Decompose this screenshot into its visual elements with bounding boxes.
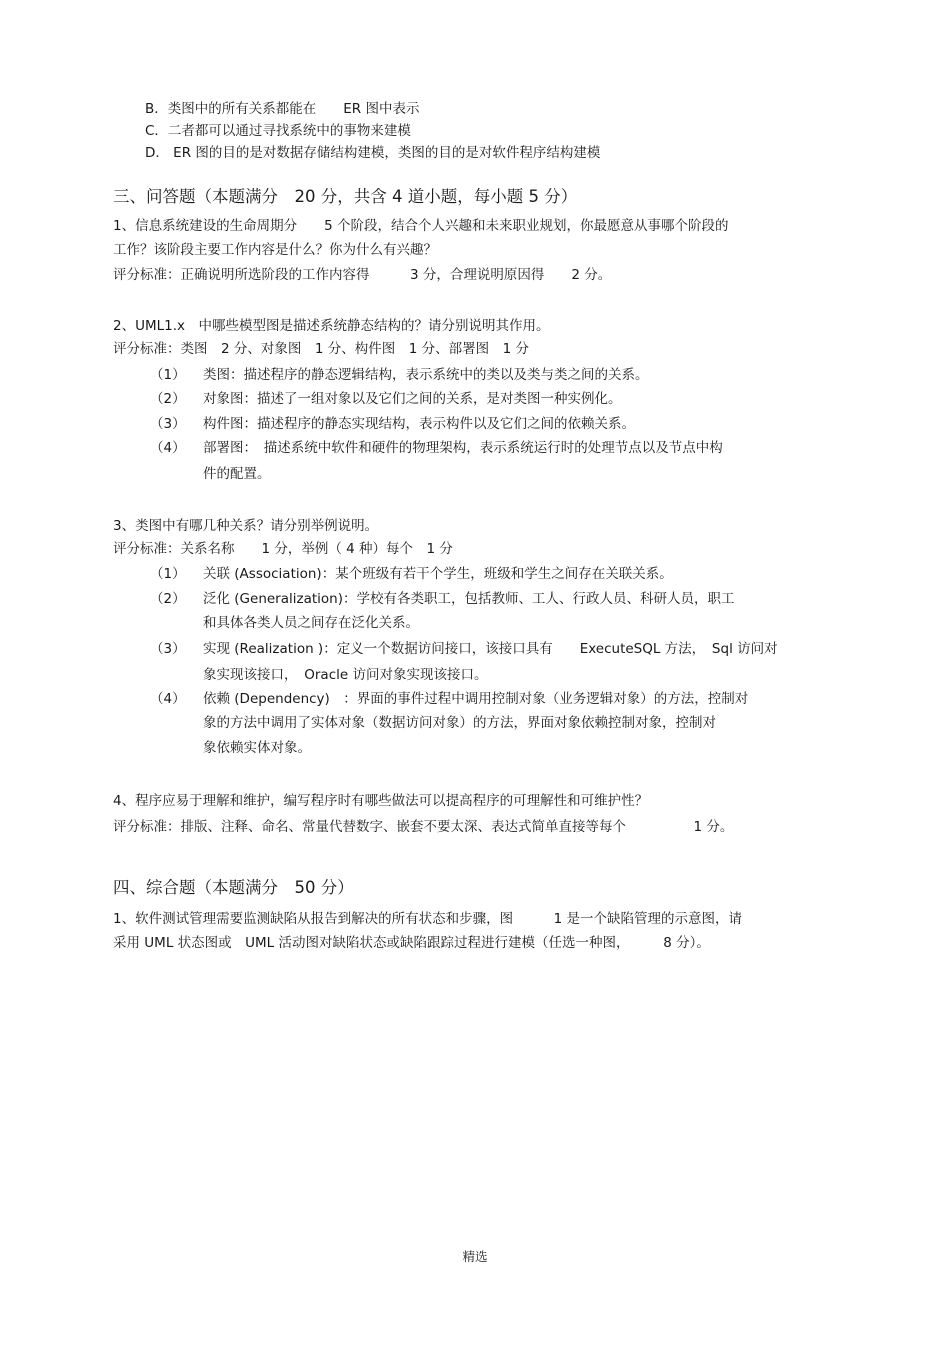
q2-item2-num: （2） — [150, 391, 186, 407]
q4-criteria: 评分标准：排版、注释、命名、常量代替数字、嵌套不要太深、表达式简单直接等每个 1 分。 — [113, 819, 734, 835]
q2-item3-text: 构件图：描述程序的静态实现结构，表示构件以及它们之间的依赖关系。 — [203, 416, 635, 432]
q3-title: 3、类图中有哪几种关系？请分别举例说明。 — [113, 518, 379, 534]
section3-heading: 三、问答题（本题满分 20 分，共含 4 道小题，每小题 5 分） — [113, 187, 578, 206]
q2-item2-text: 对象图：描述了一组对象以及它们之间的关系，是对类图一种实例化。 — [203, 391, 622, 407]
option-d: D． ER 图的目的是对数据存储结构建模，类图的目的是对软件程序结构建模 — [145, 145, 601, 161]
q3-item2-text: 泛化 (Generalization)：学校有各类职工，包括教师、工人、行政人员、科研人员，职工 — [203, 591, 735, 607]
option-b: B．类图中的所有关系都能在 ER 图中表示 — [145, 101, 420, 117]
q3-item4-cont2: 象依赖实体对象。 — [203, 740, 311, 756]
q2-item3-num: （3） — [150, 416, 186, 432]
q3-criteria: 评分标准：关系名称 1 分，举例（ 4 种）每个 1 分 — [113, 541, 453, 557]
page-footer: 精选 — [462, 1249, 488, 1264]
q4-title: 4、程序应易于理解和维护，编写程序时有哪些做法可以提高程序的可理解性和可维护性？ — [113, 793, 649, 809]
s4-q1-line1: 1、软件测试管理需要监测缺陷从报告到解决的所有状态和步骤，图 1 是一个缺陷管理的示意图，请 — [113, 911, 742, 927]
q2-item4-text: 部署图： 描述系统中软件和硬件的物理架构，表示系统运行时的处理节点以及节点中构 — [203, 440, 723, 456]
q3-item3-num: （3） — [150, 641, 186, 657]
q1-line1: 1、信息系统建设的生命周期分 5 个阶段，结合个人兴趣和未来职业规划，你最愿意从事哪个阶段的 — [113, 218, 729, 234]
s4-q1-line2: 采用 UML 状态图或 UML 活动图对缺陷状态或缺陷跟踪过程进行建模（任选一种图， 8 分）。 — [113, 935, 710, 951]
option-c: C．二者都可以通过寻找系统中的事物来建模 — [145, 123, 411, 139]
q3-item2-cont: 和具体各类人员之间存在泛化关系。 — [203, 615, 419, 631]
section4-heading: 四、综合题（本题满分 50 分） — [113, 878, 354, 897]
q3-item4-cont: 象的方法中调用了实体对象（数据访问对象）的方法，界面对象依赖控制对象，控制对 — [203, 715, 716, 731]
q2-item1-text: 类图：描述程序的静态逻辑结构，表示系统中的类以及类与类之间的关系。 — [203, 367, 649, 383]
q2-item1-num: （1） — [150, 367, 186, 383]
q1-line2: 工作？该阶段主要工作内容是什么？你为什么有兴趣？ — [113, 242, 437, 258]
q3-item3-cont: 象实现该接口， Oracle 访问对象实现该接口。 — [203, 667, 488, 683]
q3-item1-num: （1） — [150, 566, 186, 582]
q3-item1-text: 关联 (Association)：某个班级有若干个学生，班级和学生之间存在关联关系。 — [203, 566, 673, 582]
q3-item4-text: 依赖 (Dependency) ：界面的事件过程中调用控制对象（业务逻辑对象）的方法，控制对 — [203, 691, 749, 707]
q2-item4-num: （4） — [150, 440, 186, 456]
q2-criteria: 评分标准：类图 2 分、对象图 1 分、构件图 1 分、部署图 1 分 — [113, 341, 530, 357]
q2-item4-cont: 件的配置。 — [203, 466, 271, 482]
q2-title: 2、UML1.x 中哪些模型图是描述系统静态结构的？请分别说明其作用。 — [113, 318, 550, 334]
q1-criteria: 评分标准：正确说明所选阶段的工作内容得 3 分，合理说明原因得 2 分。 — [113, 267, 612, 283]
q3-item3-text: 实现 (Realization )：定义一个数据访问接口，该接口具有 ExecuteSQL 方法， Sql 访问对 — [203, 641, 778, 657]
q3-item4-num: （4） — [150, 691, 186, 707]
q3-item2-num: （2） — [150, 591, 186, 607]
